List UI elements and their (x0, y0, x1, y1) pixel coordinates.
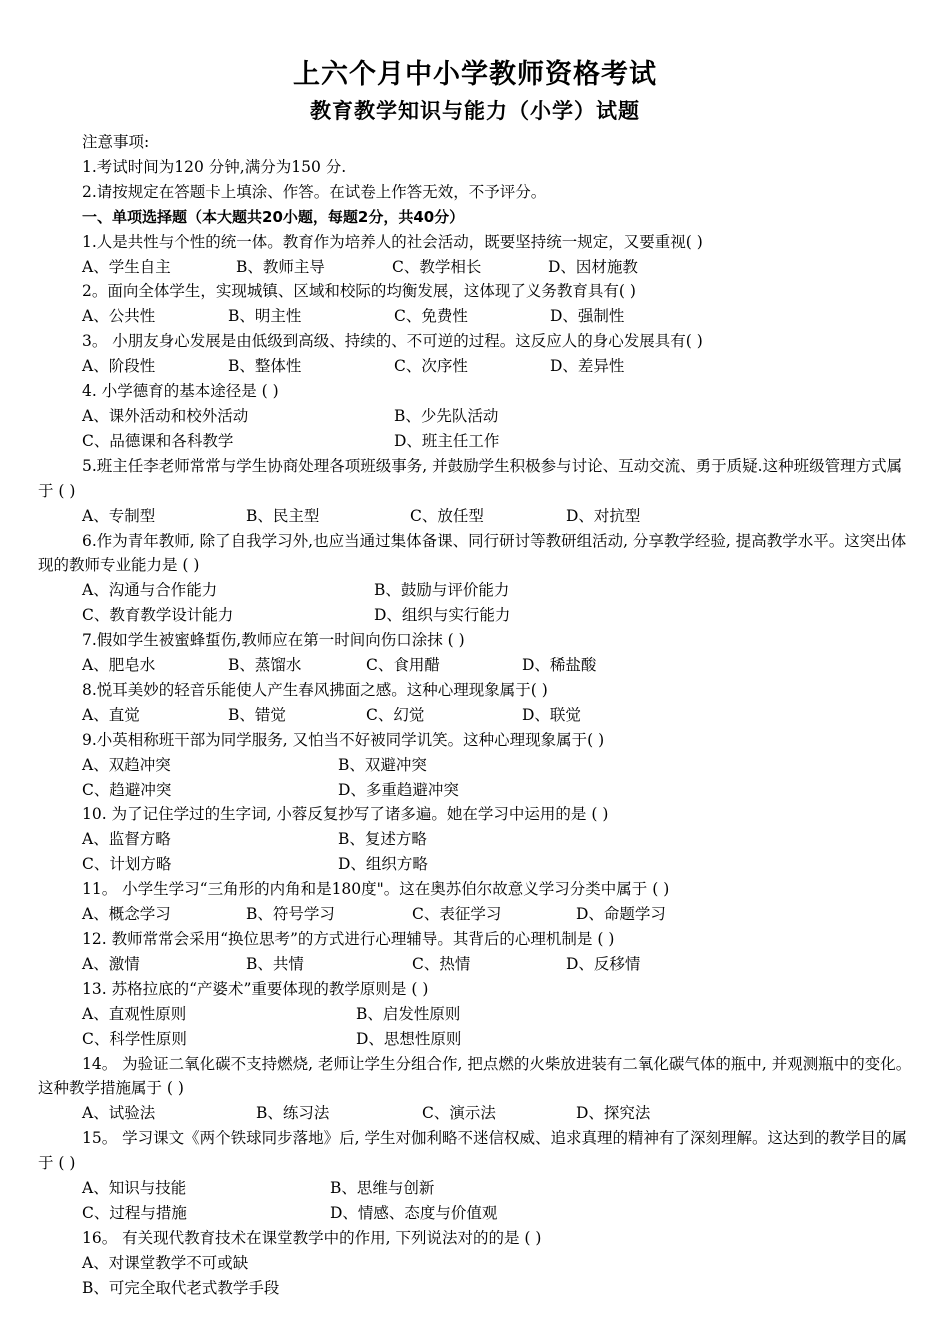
option-row (38, 354, 912, 379)
option: D、多重趋避冲突 (338, 780, 459, 799)
option: A、知识与技能 (82, 1179, 187, 1198)
option: D、差异性 (550, 357, 625, 376)
option: B、练习法 (256, 1104, 330, 1123)
option-row (38, 1002, 912, 1027)
option-row (38, 578, 912, 603)
option-row (38, 603, 912, 628)
option-row (38, 1101, 912, 1126)
option: C、过程与措施 (82, 1203, 187, 1222)
option-row (38, 902, 912, 927)
option: D、对抗型 (566, 506, 641, 525)
option: C、教育教学设计能力 (82, 606, 234, 625)
option: B、教师主导 (236, 257, 325, 276)
option: C、科学性原则 (82, 1029, 187, 1048)
option: A、阶段性 (82, 357, 156, 376)
option: B、符号学习 (246, 905, 335, 924)
option: C、教学相长 (392, 257, 482, 276)
note-item: 2.请按规定在答题卡上填涂、作答。在试卷上作答无效，不予评分。 (82, 182, 547, 201)
question-stem: 6.作为青年教师, 除了自我学习外,也应当通过集体备课、同行研讨等教研组活动, 分享教学经验, 提高教学水平。这突出体现的教师专业能力是 ( ) (38, 531, 907, 575)
option-row (38, 404, 912, 429)
option: A、专制型 (82, 506, 156, 525)
option: B、鼓励与评价能力 (374, 581, 510, 600)
option-row (38, 827, 912, 852)
page-title: 上六个月中小学教师资格考试 (293, 59, 657, 90)
option-row (38, 1201, 912, 1226)
option: B、错觉 (228, 705, 286, 724)
option: A、学生自主 (82, 257, 171, 276)
question-stem: 12. 教师常常会采用“换位思考”的方式进行心理辅导。其背后的心理机制是 ( ) (82, 930, 615, 948)
option-row (38, 429, 912, 454)
option-row (38, 304, 912, 329)
question-stem: 2。面向全体学生，实现城镇、区域和校际的均衡发展，这体现了义务教育具有( ) (82, 282, 636, 301)
question-stem: 7.假如学生被蜜蜂蜇伤,教师应在第一时间向伤口涂抹 ( ) (82, 631, 465, 650)
option-row (38, 852, 912, 877)
question-stem: 14。 为验证二氧化碳不支持燃烧, 老师让学生分组合作, 把点燃的火柴放进装有二氧化碳气体的瓶中, 并观测瓶中的变化。这种教学措施属于 ( ) (38, 1054, 912, 1098)
option: D、因材施教 (548, 257, 638, 276)
option: D、命题学习 (576, 905, 666, 924)
question-stem: 1.人是共性与个性的统一体。教育作为培养人的社会活动，既要坚持统一规定，又要重视( ) (82, 232, 703, 251)
option: D、稀盐酸 (522, 656, 597, 675)
option: C、计划方略 (82, 855, 172, 874)
option: C、次序性 (394, 357, 468, 376)
option: D、组织与实行能力 (374, 606, 511, 625)
option: A、概念学习 (82, 905, 171, 924)
question-stem: 11。 小学生学习“三角形的内角和是180度"。这在奥苏伯尔故意义学习分类中属于 ( ) (82, 880, 670, 899)
option-row (38, 1176, 912, 1201)
option: B、共情 (246, 954, 304, 973)
option: D、组织方略 (338, 855, 428, 874)
option-row (38, 653, 912, 678)
option: C、品德课和各科教学 (82, 431, 234, 450)
option: A、课外活动和校外活动 (82, 406, 249, 425)
option: B、整体性 (228, 357, 302, 376)
option: A、直觉 (82, 705, 140, 724)
question-stem: 5.班主任李老师常常与学生协商处理各项班级事务, 并鼓励学生积极参与讨论、互动交流、勇于质疑.这种班级管理方式属于 ( ) (38, 456, 903, 500)
option: B、启发性原则 (356, 1004, 461, 1023)
option: D、探究法 (576, 1104, 651, 1123)
option: A、试验法 (82, 1104, 156, 1123)
option: A、激情 (82, 954, 140, 973)
option: D、思想性原则 (356, 1029, 462, 1048)
option: B、复述方略 (338, 830, 427, 849)
option: C、幻觉 (366, 705, 425, 724)
option: D、情感、态度与价值观 (330, 1203, 498, 1222)
question-stem: 15。 学习课文《两个铁球同步落地》后, 学生对伽利略不迷信权威、追求真理的精神有了深刻理解。这达到的教学目的属于 ( ) (38, 1129, 908, 1173)
page-subtitle: 教育教学知识与能力（小学）试题 (310, 99, 640, 123)
option: A、沟通与合作能力 (82, 581, 218, 600)
option: B、民主型 (246, 506, 320, 525)
option: A、对课堂教学不可或缺 (82, 1253, 249, 1272)
question-stem: 8.悦耳美妙的轻音乐能使人产生春风拂面之感。这种心理现象属于( ) (82, 680, 548, 699)
question-stem: 13. 苏格拉底的“产婆术”重要体现的教学原则是 ( ) (82, 979, 429, 998)
question-stem: 3。 小朋友身心发展是由低级到高级、持续的、不可逆的过程。这反应人的身心发展具有( ) (82, 332, 703, 351)
question-stem: 9.小英相称班干部为同学服务, 又怕当不好被同学讥笑。这种心理现象属于( ) (82, 730, 605, 749)
option-row (38, 952, 912, 977)
question-stem: 4. 小学德育的基本途径是 ( ) (82, 382, 279, 401)
option: C、免费性 (394, 307, 468, 326)
option: A、肥皂水 (82, 656, 156, 675)
option: A、直观性原则 (82, 1004, 187, 1023)
option: C、表征学习 (412, 905, 502, 924)
question-stem: 16。 有关现代教育技术在课堂教学中的作用, 下列说法对的的是 ( ) (82, 1228, 542, 1247)
option: B、可完全取代老式教学手段 (82, 1278, 280, 1297)
option: B、思维与创新 (330, 1179, 435, 1198)
option: B、双避冲突 (338, 755, 427, 774)
option-row (38, 753, 912, 778)
option: D、反移情 (566, 954, 641, 973)
option: C、趋避冲突 (82, 780, 172, 799)
note-item: 1.考试时间为120 分钟,满分为150 分. (82, 157, 347, 176)
question-stem: 10. 为了记住学过的生字词, 小蓉反复抄写了诸多遍。她在学习中运用的是 ( ) (82, 805, 609, 824)
option-row (38, 703, 912, 728)
option: A、监督方略 (82, 830, 171, 849)
option-row (38, 1027, 912, 1052)
option-row (38, 504, 912, 529)
option-row (38, 255, 912, 280)
option: A、双趋冲突 (82, 755, 171, 774)
option: D、强制性 (550, 307, 625, 326)
option: C、食用醋 (366, 656, 440, 675)
notes-heading: 注意事项: (82, 133, 150, 151)
option: C、演示法 (422, 1104, 496, 1123)
option: B、蒸馏水 (228, 656, 302, 675)
option: D、班主任工作 (394, 431, 500, 450)
option: B、明主性 (228, 307, 302, 326)
option-row (38, 778, 912, 803)
option: C、放任型 (410, 506, 484, 525)
section-heading: 一、单项选择题（本大题共20小题，每题2分，共40分） (82, 207, 465, 226)
option: C、热情 (412, 954, 471, 973)
option: B、少先队活动 (394, 406, 499, 425)
option: D、联觉 (522, 705, 581, 724)
option: A、公共性 (82, 307, 156, 326)
